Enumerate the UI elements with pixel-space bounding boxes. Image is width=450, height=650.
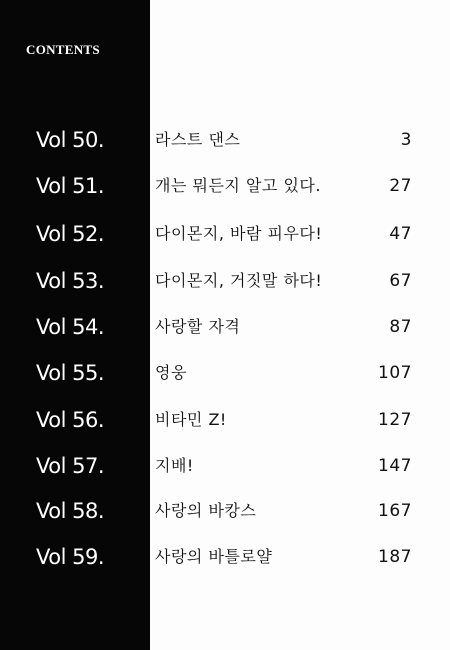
page-number: 3 (400, 130, 412, 150)
toc-entry (0, 123, 450, 157)
chapter-title: 지배! (155, 456, 194, 475)
toc-entry (0, 403, 450, 437)
page-number: 27 (389, 176, 412, 196)
contents-heading: CONTENTS (26, 42, 100, 57)
toc-entry (0, 217, 450, 251)
chapter-title: 개는 뭐든지 알고 있다. (155, 176, 321, 195)
volume-number: Vol 55. (36, 361, 104, 385)
page-number: 127 (378, 410, 412, 430)
toc-entry (0, 494, 450, 528)
volume-number: Vol 50. (36, 128, 104, 152)
volume-number: Vol 56. (36, 408, 104, 432)
volume-number: Vol 54. (36, 315, 104, 339)
toc-entry (0, 264, 450, 298)
volume-number: Vol 58. (36, 499, 104, 523)
page-number: 107 (378, 363, 412, 383)
chapter-title: 사랑의 바캉스 (155, 501, 257, 520)
page-number: 47 (389, 224, 412, 244)
chapter-title: 다이몬지, 바람 피우다! (155, 224, 323, 243)
chapter-title: 영웅 (155, 363, 187, 382)
volume-number: Vol 59. (36, 545, 104, 569)
chapter-title: 비타민 Z! (155, 410, 227, 429)
page-number: 167 (378, 501, 412, 521)
chapter-title: 다이몬지, 거짓말 하다! (155, 271, 323, 290)
toc-entry (0, 169, 450, 203)
page-number: 87 (389, 317, 412, 337)
page-number: 147 (378, 456, 412, 476)
chapter-title: 사랑할 자격 (155, 317, 241, 336)
volume-number: Vol 51. (36, 174, 104, 198)
volume-number: Vol 53. (36, 269, 104, 293)
page-number: 67 (389, 271, 412, 291)
toc-entry (0, 540, 450, 574)
toc-entry (0, 356, 450, 390)
page-number: 187 (378, 547, 412, 567)
volume-number: Vol 52. (36, 222, 104, 246)
chapter-title: 라스트 댄스 (155, 130, 241, 149)
toc-entry (0, 310, 450, 344)
chapter-title: 사랑의 바틀로얄 (155, 547, 273, 566)
toc-entry (0, 449, 450, 483)
volume-number: Vol 57. (36, 454, 104, 478)
